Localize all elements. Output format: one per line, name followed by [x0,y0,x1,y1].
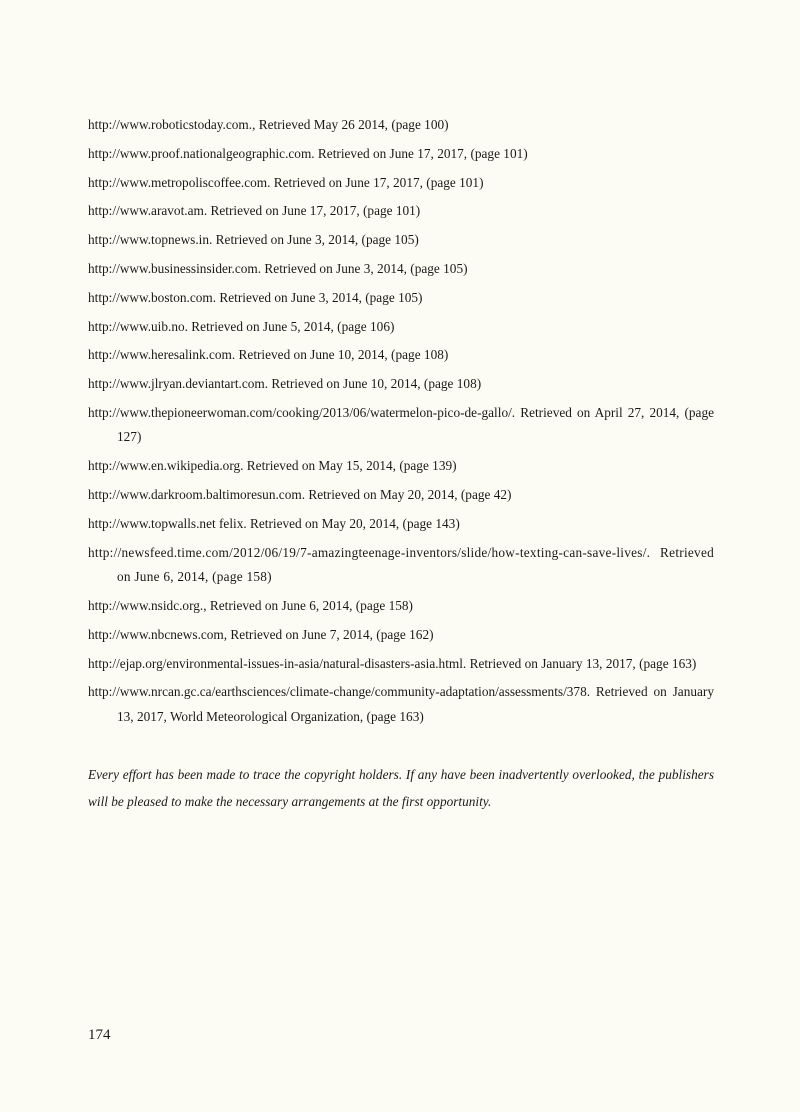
reference-item: http://www.roboticstoday.com., Retrieved May 26 2014, (page 100) [88,117,449,132]
reference-item: http://www.nsidc.org., Retrieved on June 6, 2014, (page 158) [88,597,413,613]
reference-item: http://www.boston.com. Retrieved on June 3, 2014, (page 105) [88,289,423,305]
reference-item: http://www.en.wikipedia.org. Retrieved on May 15, 2014, (page 139) [88,458,457,474]
reference-item: http://www.thepioneerwoman.com/cooking/2013/06/watermelon-pico-de-gallo/. Retrieved on April 27, 2014, (page 127) [88,404,714,445]
reference-item: http://www.aravot.am. Retrieved on June 17, 2017, (page 101) [88,203,421,219]
reference-item: http://www.proof.nationalgeographic.com. Retrieved on June 17, 2017, (page 101) [88,145,528,161]
reference-item: http://www.heresalink.com. Retrieved on June 10, 2014, (page 108) [88,347,449,363]
reference-item: http://www.darkroom.baltimoresun.com. Retrieved on May 20, 2014, (page 42) [88,487,512,503]
reference-item: http://ejap.org/environmental-issues-in-asia/natural-disasters-asia.html. Retrieved on January 13, 2017, (page 163) [88,655,697,671]
reference-item: http://www.nrcan.gc.ca/earthsciences/climate-change/community-adaptation/assessments/378. Retrieved on January 13, 2017, World Meteorological Organization, (page 163) [88,684,714,724]
reference-item: http://www.businessinsider.com. Retrieved on June 3, 2014, (page 105) [88,260,468,276]
reference-item: http://www.jlryan.deviantart.com. Retrieved on June 10, 2014, (page 108) [88,376,482,392]
reference-item: http://www.uib.no. Retrieved on June 5, 2014, (page 106) [88,318,395,334]
page-content [88,113,714,829]
reference-item: http://www.metropoliscoffee.com. Retrieved on June 17, 2017, (page 101) [88,174,484,190]
copyright-note: Every effort has been made to trace the copyright holders. If any have been inadvertently overlooked, the publishers will be pleased to make the necessary arrangements at the first opportunity. [88,767,714,810]
page-number: 174 [88,1027,111,1043]
reference-item: http://www.nbcnews.com, Retrieved on June 7, 2014, (page 162) [88,626,434,642]
reference-item: http://newsfeed.time.com/2012/06/19/7-amazingteenage-inventors/slide/how-texting-can-save-lives/. Retrieved on June 6, 2014, (page 158) [88,544,714,585]
reference-item: http://www.topwalls.net felix. Retrieved on May 20, 2014, (page 143) [88,515,460,531]
reference-list [88,113,714,729]
reference-item: http://www.topnews.in. Retrieved on June 3, 2014, (page 105) [88,232,419,248]
